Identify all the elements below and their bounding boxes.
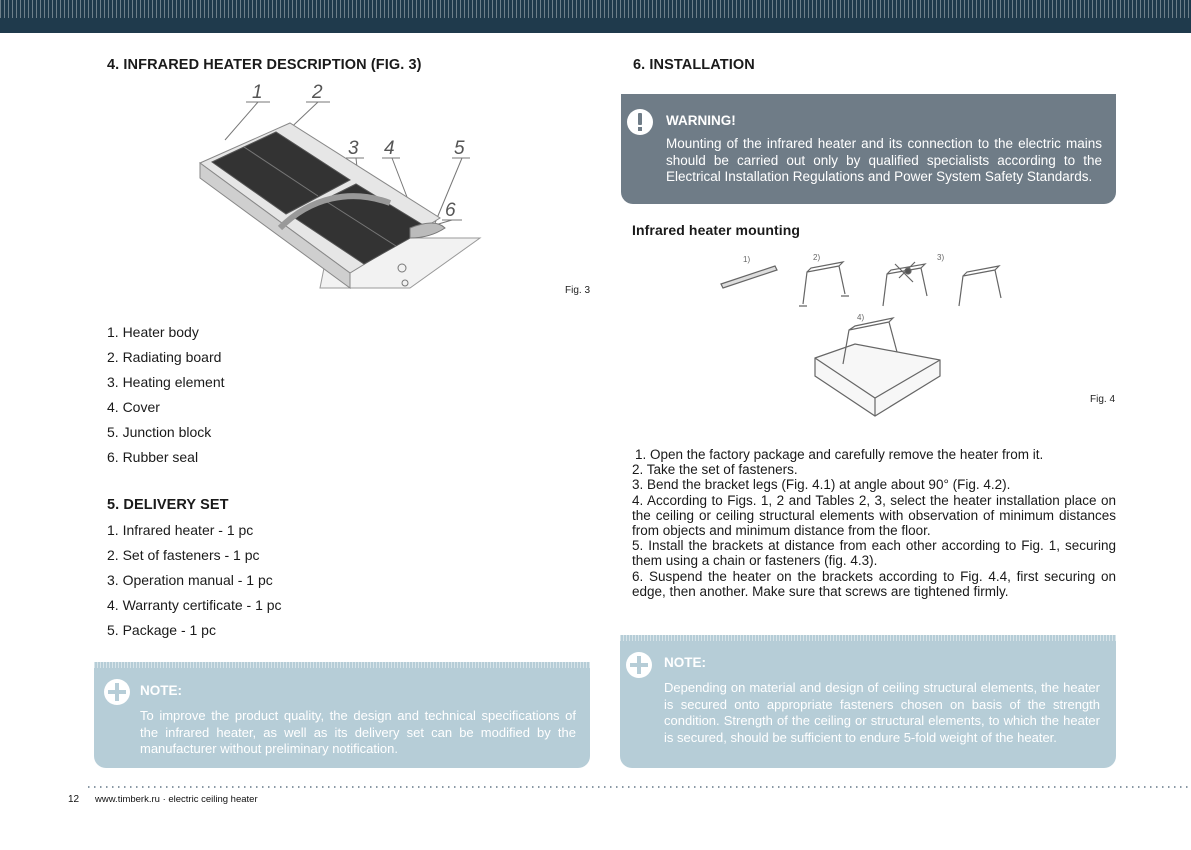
footer-site: www.timberk.ru · electric ceiling heater bbox=[95, 794, 258, 805]
step-item: 4. According to Figs. 1, 2 and Tables 2, 3, select the heater installation place on the ceiling or ceiling structural elements with observation of minimum distances from objects and minimum distance from the floor. bbox=[632, 492, 1116, 539]
fig4-callout-2: 2) bbox=[813, 253, 821, 262]
note-box-left bbox=[94, 662, 590, 768]
fig3-callout-3: 3 bbox=[348, 138, 359, 159]
list-item: 1. Infrared heater - 1 pc bbox=[107, 522, 254, 538]
step-item: 3. Bend the bracket legs (Fig. 4.1) at angle about 90° (Fig. 4.2). bbox=[632, 477, 1011, 493]
plus-icon bbox=[104, 679, 130, 705]
list-item: 5. Junction block bbox=[107, 424, 212, 440]
step-item: 2. Take the set of fasteners. bbox=[632, 462, 798, 478]
note-text: To improve the product quality, the design and technical specifications of the infrared heater, as well as its delivery set can be modified by the manufacturer without preliminary notification. bbox=[140, 708, 576, 756]
list-item: 2. Radiating board bbox=[107, 349, 222, 365]
fig4-label: Fig. 4 bbox=[1090, 394, 1116, 405]
step-item: 5. Install the brackets at distance from each other according to Fig. 1, securing them using a chain or fasteners (fig. 4.3). bbox=[632, 538, 1116, 569]
fig4-callout-3: 3) bbox=[937, 253, 945, 262]
page-number: 12 bbox=[68, 794, 80, 805]
exclamation-icon bbox=[627, 109, 653, 135]
fig3-callout-6: 6 bbox=[445, 200, 456, 221]
delivery-list bbox=[107, 518, 282, 643]
fig4-callout-4: 4) bbox=[857, 313, 865, 322]
list-item: 4. Warranty certificate - 1 pc bbox=[107, 597, 282, 613]
fig3-callout-4: 4 bbox=[384, 138, 395, 159]
fig4-callout-1: 1) bbox=[743, 255, 751, 264]
list-item: 3. Operation manual - 1 pc bbox=[107, 572, 273, 588]
section-5-title: 5. DELIVERY SET bbox=[107, 497, 229, 513]
fig3-callout-2: 2 bbox=[312, 82, 323, 103]
fig4-mounting-drawing bbox=[715, 248, 1025, 420]
list-item: 3. Heating element bbox=[107, 374, 225, 390]
note-title: NOTE: bbox=[140, 683, 182, 698]
step-item: 6. Suspend the heater on the brackets according to Fig. 4.4, first securing on edge, then another. Make sure that screws are tightened firmly. bbox=[632, 568, 1116, 599]
fig3-heater-drawing bbox=[180, 78, 490, 303]
list-item: 5. Package - 1 pc bbox=[107, 622, 216, 638]
footer-dotted-divider bbox=[88, 786, 1191, 788]
fig3-callout-5: 5 bbox=[454, 138, 465, 159]
fig3-label: Fig. 3 bbox=[565, 285, 591, 296]
list-item: 4. Cover bbox=[107, 399, 160, 415]
section-4-title: 4. INFRARED HEATER DESCRIPTION (FIG. 3) bbox=[107, 57, 422, 73]
step-item: 1. Open the factory package and carefully remove the heater from it. bbox=[635, 447, 1044, 462]
list-item: 2. Set of fasteners - 1 pc bbox=[107, 547, 260, 563]
fig3-callout-1: 1 bbox=[252, 82, 263, 103]
mounting-title: Infrared heater mounting bbox=[632, 222, 801, 238]
list-item: 6. Rubber seal bbox=[107, 449, 199, 465]
plus-icon bbox=[626, 652, 652, 678]
note-text: Depending on material and design of ceiling structural elements, the heater is secured onto appropriate fasteners chosen on basis of the strength condition. Strength of the ceiling or structural elements, to which the heater is secured, should be sufficient to endure 5-fold weight of the heater. bbox=[664, 680, 1100, 745]
warning-text: Mounting of the infrared heater and its connection to the electric mains should be carried out only by qualified specialists according to the Electrical Installation Regulations and Power System Safety Standards. bbox=[666, 136, 1102, 184]
parts-list bbox=[107, 320, 225, 470]
note-title: NOTE: bbox=[664, 655, 706, 670]
note-box-right bbox=[620, 635, 1116, 768]
warning-title: WARNING! bbox=[666, 113, 736, 128]
installation-steps bbox=[632, 447, 1116, 599]
warning-box bbox=[621, 94, 1116, 204]
section-6-title: 6. INSTALLATION bbox=[633, 57, 755, 73]
top-header-bar bbox=[0, 0, 1191, 33]
list-item: 1. Heater body bbox=[107, 324, 199, 340]
